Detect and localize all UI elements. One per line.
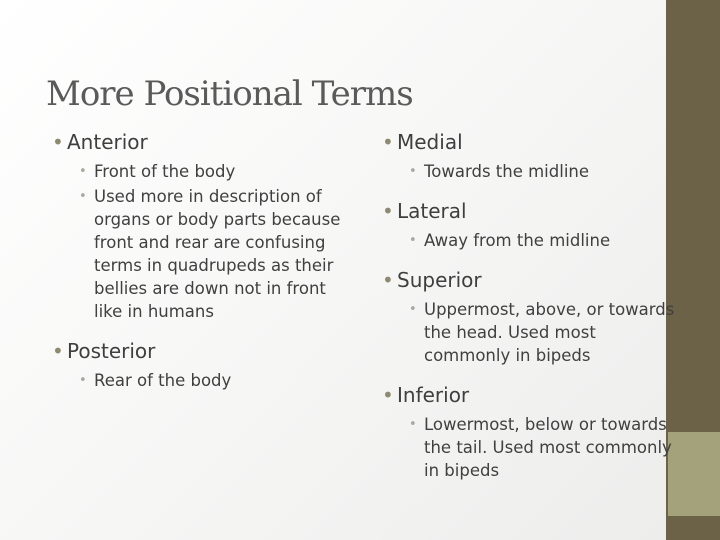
bullet-icon: •	[382, 199, 394, 223]
detail-item	[52, 369, 352, 392]
detail-text: Away from the midline	[424, 231, 611, 250]
term-label: Inferior	[397, 383, 470, 407]
detail-item	[382, 160, 680, 183]
bullet-icon: •	[52, 339, 64, 363]
bullet-icon: •	[382, 383, 394, 407]
bullet-icon: •	[79, 373, 87, 388]
term-label: Posterior	[67, 339, 156, 363]
term-label: Lateral	[397, 199, 467, 223]
bullet-icon: •	[409, 302, 417, 317]
term-label: Anterior	[67, 130, 148, 154]
left-column	[52, 130, 352, 392]
bullet-icon: •	[79, 164, 87, 179]
bullet-icon: •	[79, 189, 87, 204]
detail-item	[382, 413, 680, 482]
detail-text: Rear of the body	[94, 371, 232, 390]
term-superior	[382, 268, 680, 292]
detail-item	[52, 185, 352, 323]
bullet-icon: •	[409, 233, 417, 248]
detail-text: Front of the body	[94, 162, 236, 181]
bullet-icon: •	[382, 268, 394, 292]
detail-item	[382, 229, 680, 252]
bullet-icon: •	[409, 417, 417, 432]
slide-title: More Positional Terms	[46, 74, 413, 114]
bullet-icon: •	[409, 164, 417, 179]
term-label: Superior	[397, 268, 482, 292]
detail-item	[382, 298, 680, 367]
detail-text: Used more in description of organs or body parts because front and rear are confusing terms in quadrupeds as their bellies are down not in front like in humans	[94, 187, 341, 321]
bullet-icon: •	[52, 130, 64, 154]
term-posterior	[52, 339, 352, 363]
right-column	[382, 130, 680, 482]
detail-item	[52, 160, 352, 183]
term-anterior	[52, 130, 352, 154]
detail-text: Uppermost, above, or towards the head. Used most commonly in bipeds	[424, 300, 675, 365]
bullet-icon: •	[382, 130, 394, 154]
term-medial	[382, 130, 680, 154]
detail-text: Lowermost, below or towards the tail. Used most commonly in bipeds	[424, 415, 672, 480]
term-label: Medial	[397, 130, 463, 154]
term-lateral	[382, 199, 680, 223]
term-inferior	[382, 383, 680, 407]
detail-text: Towards the midline	[424, 162, 590, 181]
